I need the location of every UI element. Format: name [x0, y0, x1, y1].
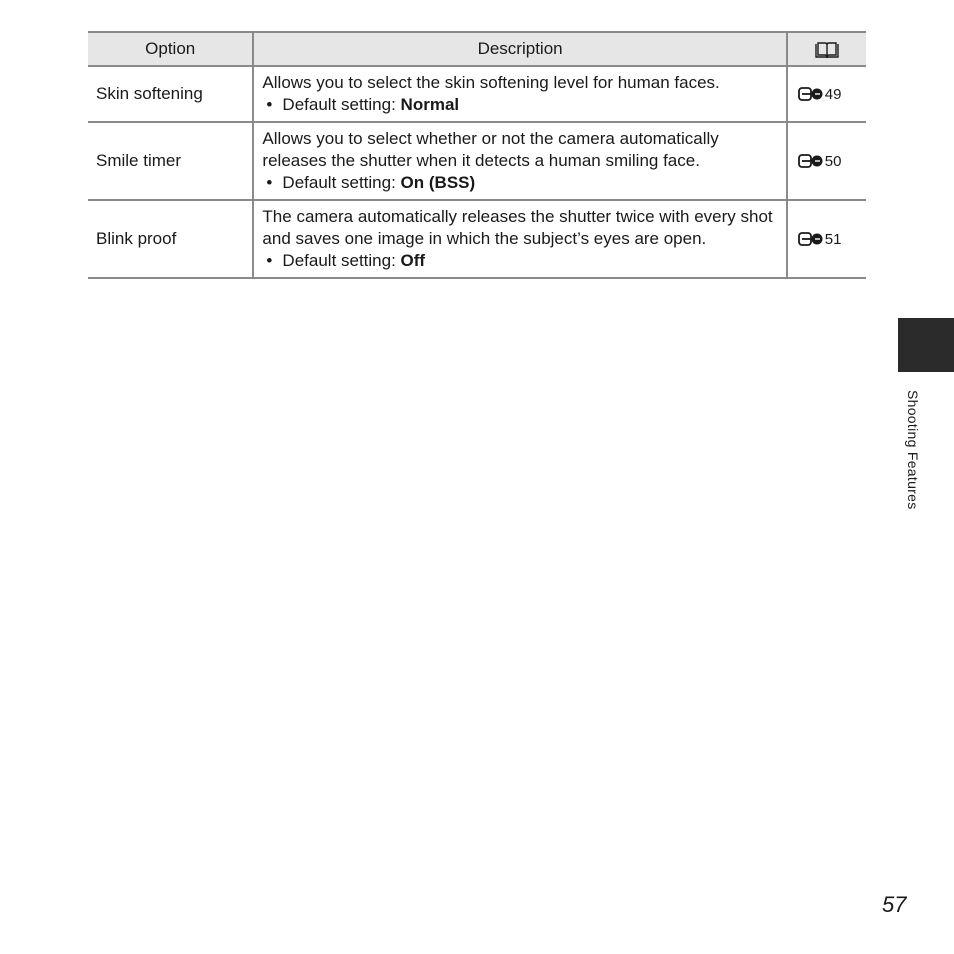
default-setting-line: • Default setting: On (BSS) — [266, 173, 476, 192]
default-setting-label: Default setting: — [282, 95, 401, 114]
header-description: Description — [253, 32, 786, 66]
option-cell: Skin softening — [88, 66, 253, 122]
table-row — [88, 66, 866, 122]
table-row — [88, 200, 866, 278]
reference-page: 49 — [824, 85, 842, 103]
default-setting-value: On (BSS) — [400, 173, 476, 192]
option-cell: Smile timer — [88, 122, 253, 200]
default-setting-line: • Default setting: Off — [266, 251, 426, 270]
description-text: The camera automatically releases the shutter twice with every shot and saves one image in which the subject’s eyes are open. — [262, 207, 773, 248]
default-setting-label: Default setting: — [282, 173, 401, 192]
table-row — [88, 122, 866, 200]
default-setting-value: Normal — [400, 95, 460, 114]
default-setting-value: Off — [400, 251, 426, 270]
description-text: Allows you to select whether or not the camera automatically releases the shutter when it detects a human smiling face. — [262, 129, 719, 170]
reference-cell — [787, 122, 866, 200]
description-text: Allows you to select the skin softening level for human faces. — [262, 73, 720, 92]
reference-section-icon — [798, 87, 824, 101]
reference-page: 50 — [824, 152, 842, 170]
default-setting-line: • Default setting: Normal — [266, 95, 460, 114]
table-header-row — [88, 32, 866, 66]
page-number: 57 — [882, 892, 907, 917]
option-cell: Blink proof — [88, 200, 253, 278]
description-cell — [253, 122, 786, 200]
reference-section-icon — [798, 154, 824, 168]
description-cell — [253, 200, 786, 278]
chapter-tab — [898, 318, 954, 372]
reference-cell — [787, 200, 866, 278]
settings-table — [88, 31, 866, 279]
default-setting-label: Default setting: — [282, 251, 401, 270]
book-icon — [814, 41, 840, 59]
reference-page: 51 — [824, 230, 842, 248]
reference-section-icon — [798, 232, 824, 246]
chapter-label: Shooting Features — [905, 390, 921, 510]
header-reference — [787, 32, 866, 66]
header-option: Option — [88, 32, 253, 66]
reference-cell — [787, 66, 866, 122]
description-cell — [253, 66, 786, 122]
